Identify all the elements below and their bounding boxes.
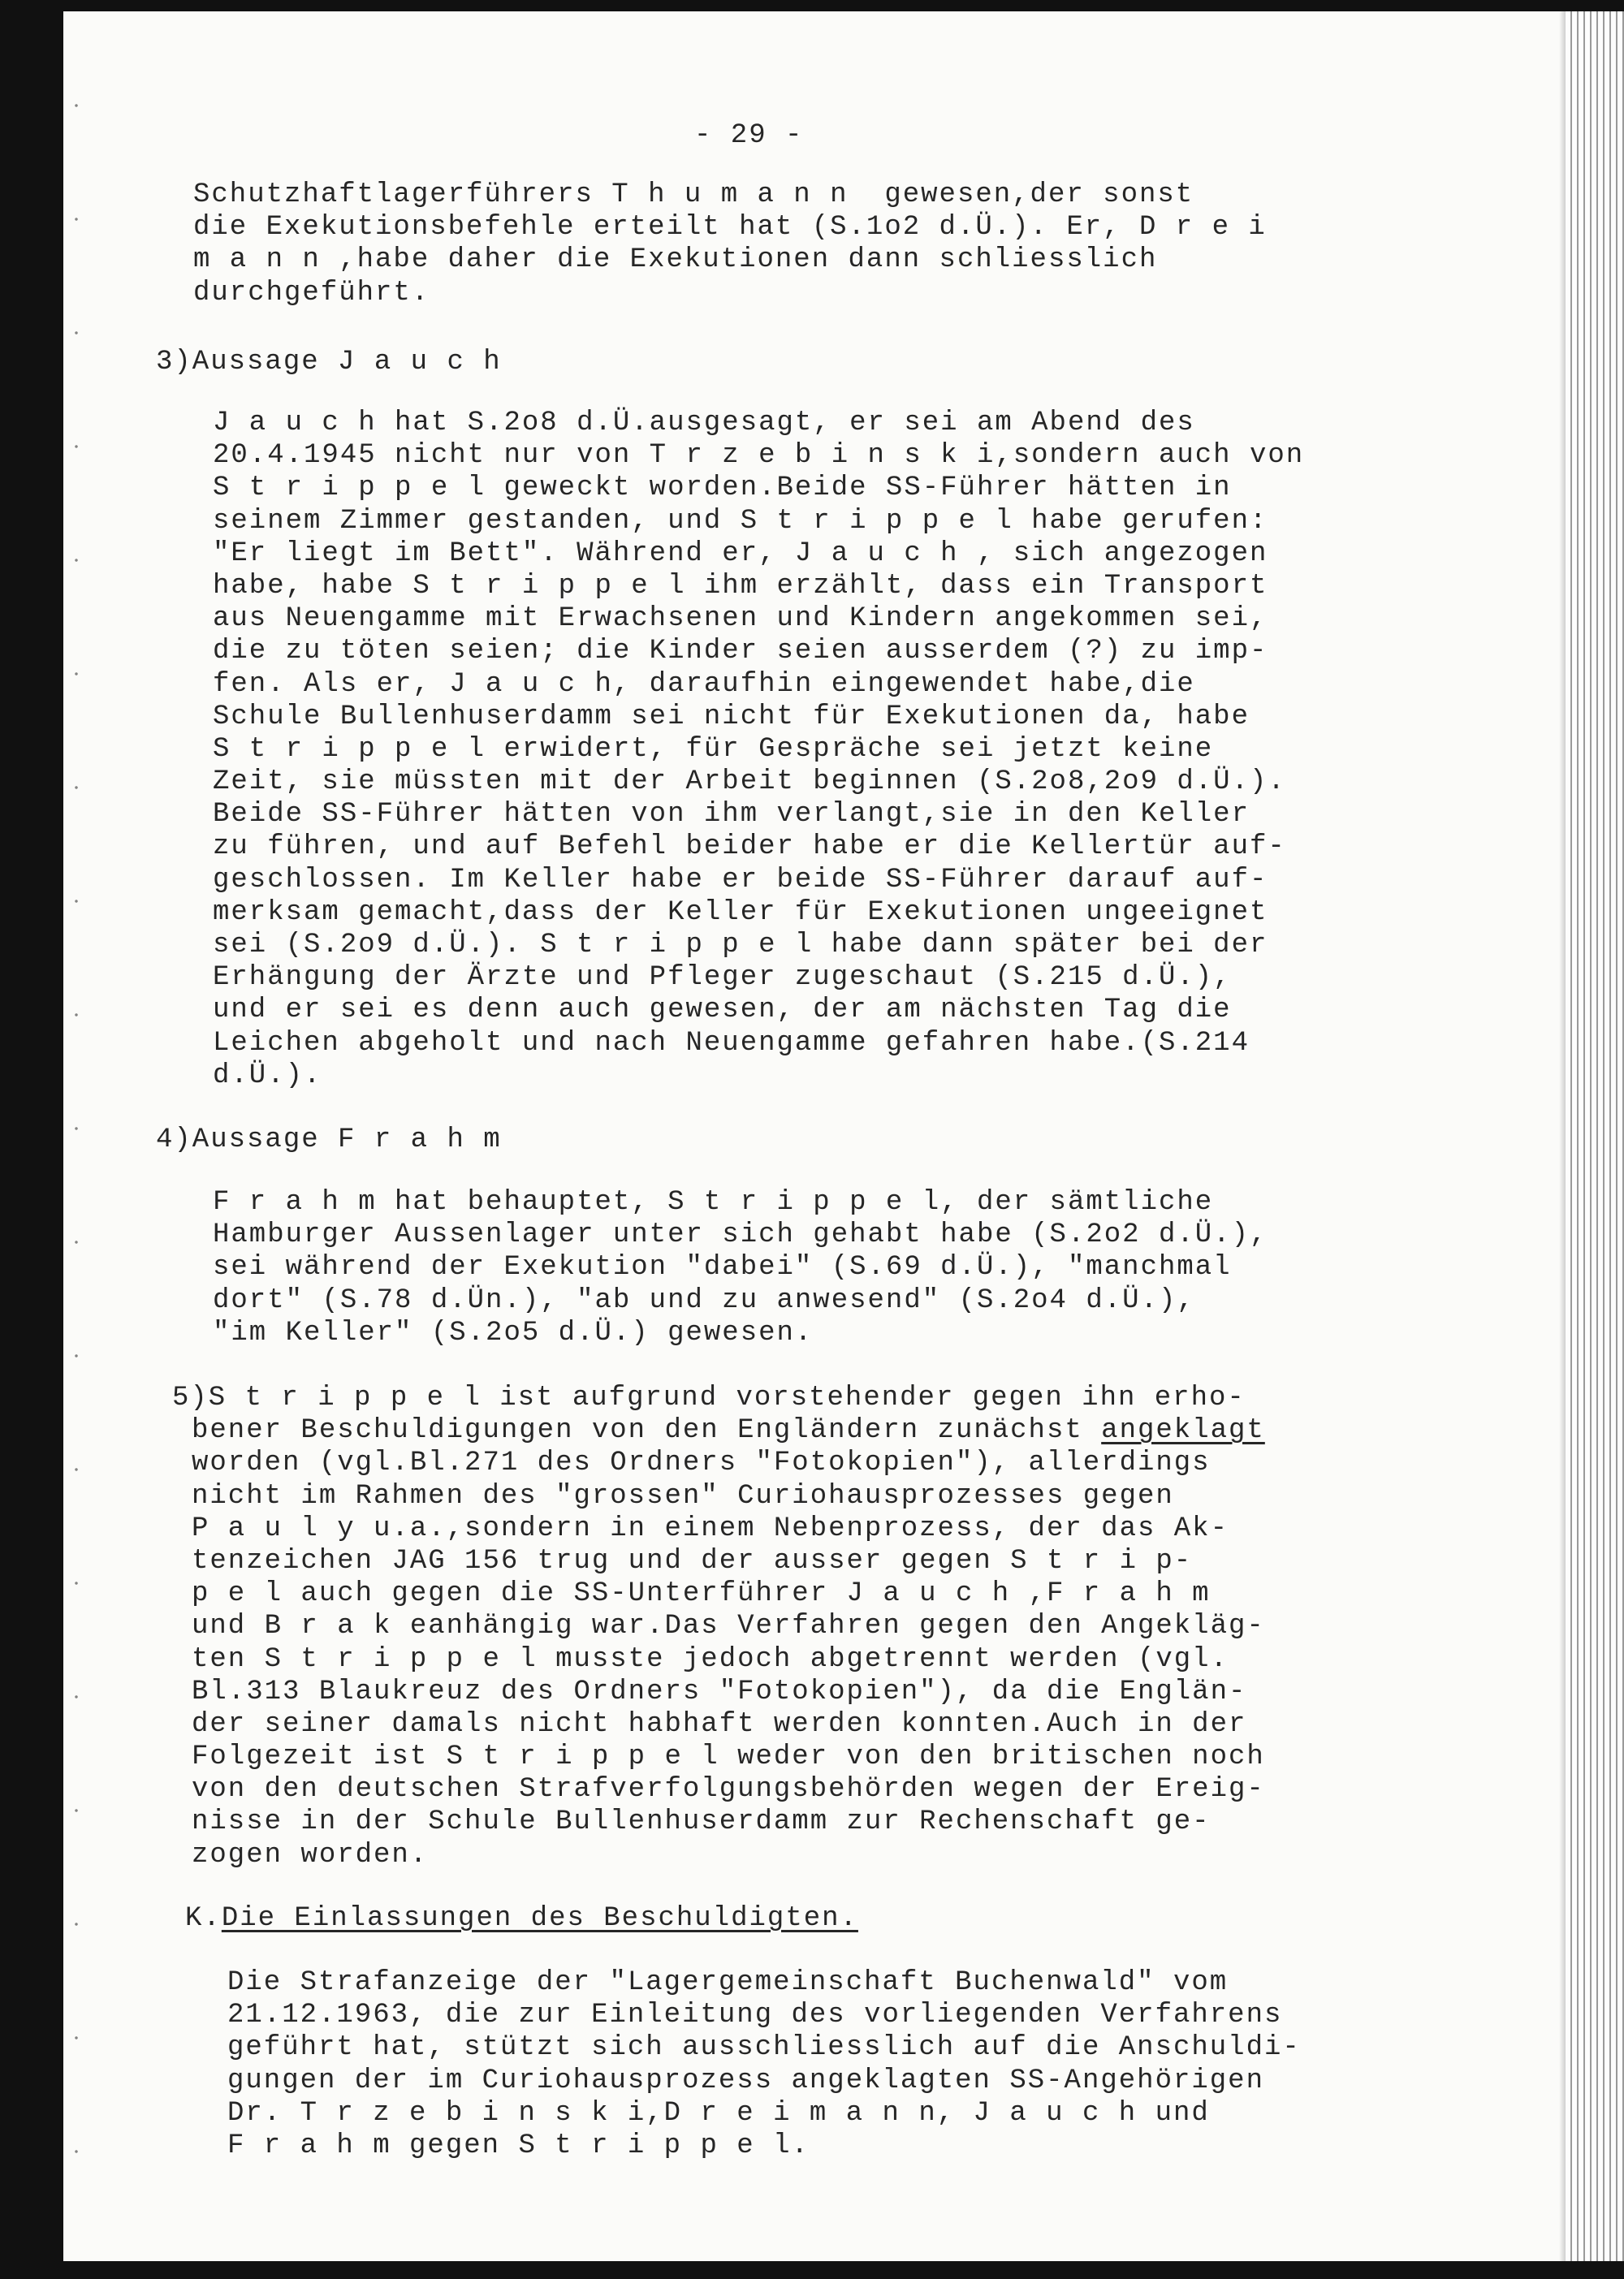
stacked-page-edges	[1566, 11, 1624, 2261]
paragraph-continuation	[193, 179, 1267, 309]
text-line: merksam gemacht,dass der Keller für Exekutionen ungeeignet	[213, 896, 1268, 928]
paragraph-aussage-jauch	[213, 407, 1304, 1092]
text-line: nisse in der Schule Bullenhuserdamm zur Rechenschaft ge-	[192, 1806, 1211, 1838]
text-line	[172, 1414, 1265, 1447]
text-line: P a u l y u.a.,sondern in einem Nebenprozess, der das Ak-	[192, 1513, 1229, 1544]
binding-holes	[73, 49, 80, 2241]
text-line: Folgezeit ist S t r i p p e l weder von den britischen noch	[192, 1742, 1265, 1773]
section-title: Die Einlassungen des Beschuldigten.	[221, 1903, 858, 1934]
page-number: - 29 -	[694, 120, 804, 151]
text-line: F r a h m gegen S t r i p p e l.	[227, 2130, 810, 2161]
paragraph-5-strippel	[172, 1382, 1265, 1871]
text-line: worden (vgl.Bl.271 des Ordners "Fotokopien"), allerdings	[192, 1448, 1211, 1479]
text-line: p e l auch gegen die SS-Unterführer J a u c h ,F r a h m	[192, 1578, 1211, 1610]
text-line: seinem Zimmer gestanden, und S t r i p p e l habe gerufen:	[213, 505, 1268, 537]
text-line: Zeit, sie müssten mit der Arbeit beginnen (S.2o8,2o9 d.Ü.).	[213, 766, 1286, 798]
text-segment: bener Beschuldigungen von den Engländern zunächst	[192, 1415, 1102, 1447]
scan-border-top	[0, 0, 1624, 11]
text-line: Die Strafanzeige der "Lagergemeinschaft Buchenwald" vom	[227, 1967, 1229, 1998]
text-line: S t r i p p e l erwidert, für Gespräche sei jetzt keine	[213, 733, 1214, 765]
text-line: Bl.313 Blaukreuz des Ordners "Fotokopien"), da die Englän-	[192, 1676, 1247, 1707]
text-line: J a u c h hat S.2o8 d.Ü.ausgesagt, er sei am Abend des	[213, 408, 1195, 438]
text-line: geführt hat, stützt sich ausschliesslich auf die Anschuldi-	[227, 2032, 1301, 2064]
text-line: 5)S t r i p p e l ist aufgrund vorstehender gegen ihn erho-	[172, 1383, 1246, 1414]
section-heading-aussage-jauch: 3)Aussage J a u c h	[156, 347, 502, 378]
text-line: Schutzhaftlagerführers T h u m a n n gewesen,der sonst	[193, 179, 1194, 210]
section-heading-aussage-frahm: 4)Aussage F r a h m	[156, 1124, 502, 1155]
text-line: "im Keller" (S.2o5 d.Ü.) gewesen.	[213, 1317, 814, 1349]
text-line: 20.4.1945 nicht nur von T r z e b i n s k i,sondern auch von	[213, 440, 1305, 472]
text-line: nicht im Rahmen des "grossen" Curiohausprozesses gegen	[192, 1480, 1174, 1512]
text-line: 21.12.1963, die zur Einleitung des vorliegenden Verfahrens	[227, 2000, 1283, 2031]
text-line: Schule Bullenhuserdamm sei nicht für Exekutionen da, habe	[213, 701, 1250, 732]
text-line: durchgeführt.	[193, 277, 430, 309]
text-line: der seiner damals nicht habhaft werden konnten.Auch in der	[192, 1708, 1247, 1740]
text-line: Beide SS-Führer hätten von ihm verlangt,sie in den Keller	[213, 799, 1250, 831]
section-letter: K.	[185, 1903, 222, 1934]
text-line: Erhängung der Ärzte und Pfleger zugeschaut (S.215 d.Ü.),	[213, 962, 1232, 994]
section-heading-k	[185, 1902, 858, 1935]
text-line: zogen worden.	[192, 1839, 429, 1871]
text-line: "Er liegt im Bett". Während er, J a u c h , sich angezogen	[213, 537, 1268, 569]
text-line: und B r a k eanhängig war.Das Verfahren gegen den Angekläg-	[192, 1611, 1265, 1642]
text-line: die zu töten seien; die Kinder seien ausserdem (?) zu imp-	[213, 636, 1268, 667]
text-line: zu führen, und auf Befehl beider habe er die Kellertür auf-	[213, 831, 1286, 863]
text-line: und er sei es denn auch gewesen, der am nächsten Tag die	[213, 995, 1232, 1026]
text-line: gungen der im Curiohausprozess angeklagten SS-Angehörigen	[227, 2065, 1264, 2096]
scan-border-left	[0, 0, 63, 2279]
text-line: habe, habe S t r i p p e l ihm erzählt, dass ein Transport	[213, 570, 1268, 602]
paragraph-einlassungen	[227, 1966, 1301, 2162]
text-line: dort" (S.78 d.Ün.), "ab und zu anwesend" (S.2o4 d.Ü.),	[213, 1284, 1195, 1316]
paragraph-aussage-frahm	[213, 1186, 1268, 1349]
text-line: sei (S.2o9 d.Ü.). S t r i p p e l habe dann später bei der	[213, 930, 1268, 960]
text-line: Dr. T r z e b i n s k i,D r e i m a n n, J a u c h und	[227, 2097, 1210, 2129]
text-line: sei während der Exekution "dabei" (S.69 d.Ü.), "manchmal	[213, 1252, 1232, 1284]
text-line: geschlossen. Im Keller habe er beide SS-Führer darauf auf-	[213, 864, 1268, 896]
underlined-word: angeklagt	[1101, 1415, 1265, 1447]
text-line: m a n n ,habe daher die Exekutionen dann schliesslich	[193, 244, 1158, 276]
scan-border-bottom	[0, 2261, 1624, 2279]
page-edge-shadow	[1559, 11, 1566, 2261]
text-line: fen. Als er, J a u c h, daraufhin eingewendet habe,die	[213, 668, 1195, 700]
text-line: Hamburger Aussenlager unter sich gehabt habe (S.2o2 d.Ü.),	[213, 1219, 1268, 1251]
text-line: S t r i p p e l geweckt worden.Beide SS-Führer hätten in	[213, 473, 1232, 504]
text-line: die Exekutionsbefehle erteilt hat (S.1o2 d.Ü.). Er, D r e i	[193, 212, 1267, 244]
text-line: ten S t r i p p e l musste jedoch abgetrennt werden (vgl.	[192, 1643, 1229, 1675]
text-line: Leichen abgeholt und nach Neuengamme gefahren habe.(S.214	[213, 1027, 1250, 1059]
text-line: F r a h m hat behauptet, S t r i p p e l, der sämtliche	[213, 1187, 1214, 1218]
text-line: von den deutschen Strafverfolgungsbehörden wegen der Ereig-	[192, 1774, 1265, 1806]
text-line: aus Neuengamme mit Erwachsenen und Kindern angekommen sei,	[213, 603, 1268, 635]
text-line: d.Ü.).	[213, 1060, 322, 1091]
text-line: tenzeichen JAG 156 trug und der ausser gegen S t r i p-	[192, 1545, 1193, 1577]
